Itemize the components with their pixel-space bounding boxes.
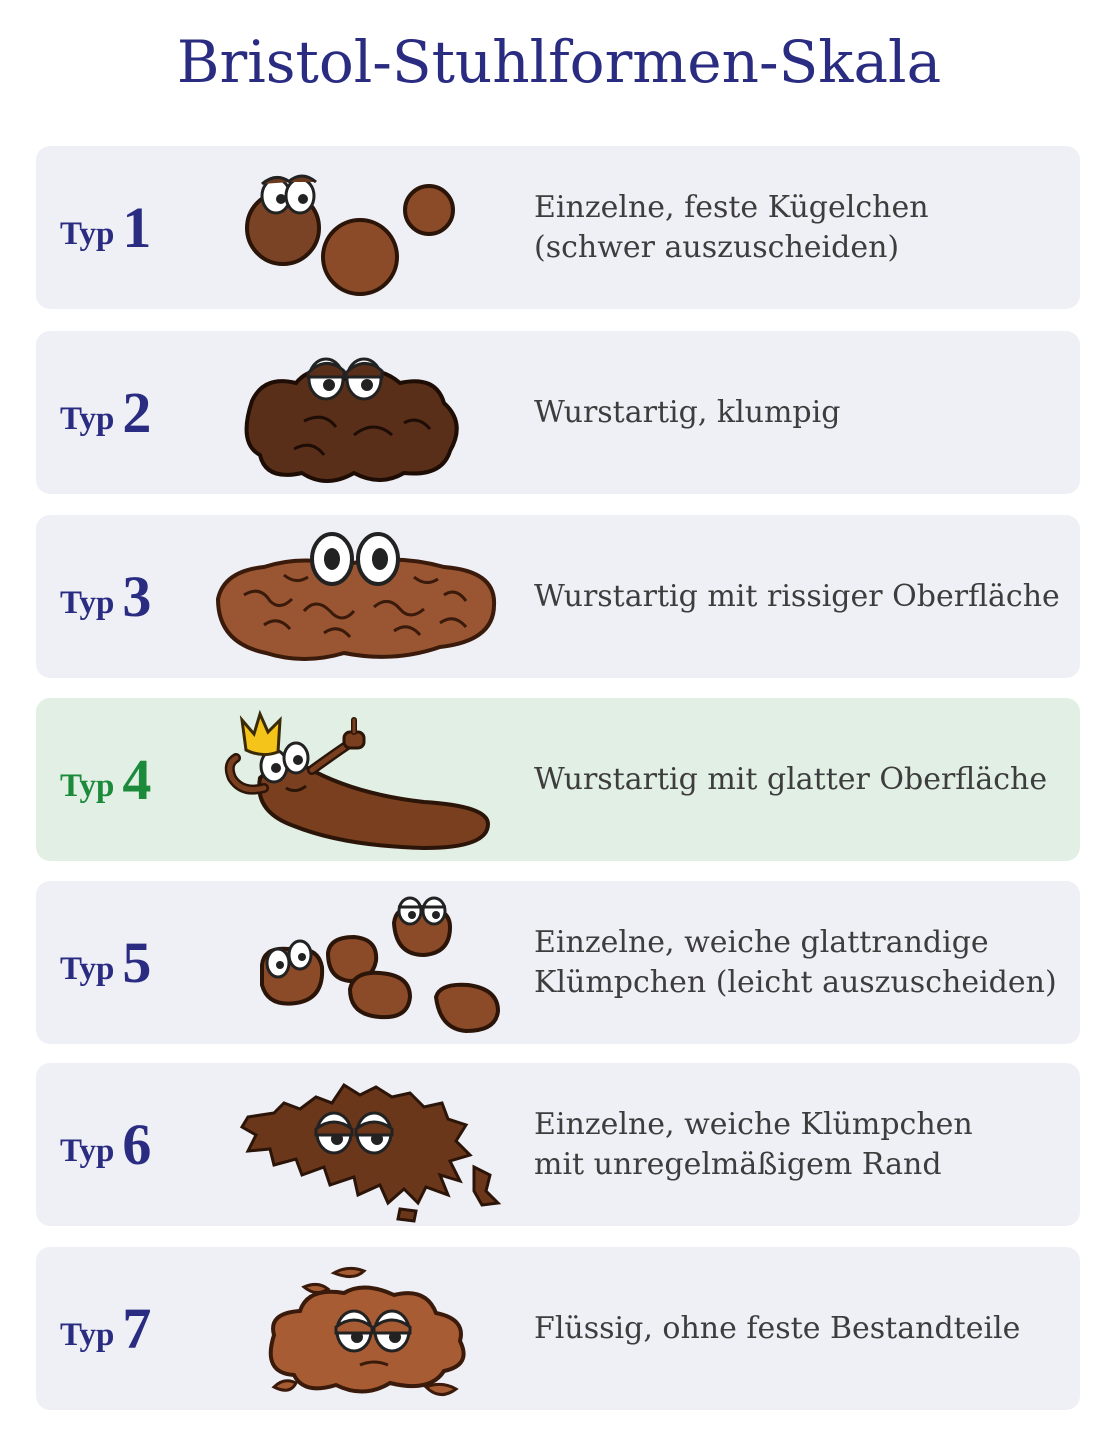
description-line: Klümpchen (leicht auszuscheiden) [534, 964, 1057, 1000]
description-line: Wurstartig mit rissiger Oberfläche [534, 578, 1060, 614]
description-line: Einzelne, weiche glattrandige [534, 924, 989, 960]
type-number: 5 [122, 930, 152, 995]
type-description [534, 331, 1064, 494]
cracked-sausage-illustration [204, 515, 514, 678]
lumpy-sausage-illustration [204, 331, 514, 494]
type-label [60, 1063, 151, 1226]
type-row-4 [36, 698, 1080, 861]
type-label [60, 331, 151, 494]
type-row-1 [36, 146, 1080, 309]
type-word: Typ [60, 951, 115, 987]
type-word: Typ [60, 401, 115, 437]
liquid-puddle-illustration [204, 1247, 514, 1410]
type-word: Typ [60, 585, 115, 621]
type-description [534, 698, 1064, 861]
type-number: 1 [122, 195, 152, 260]
type-word: Typ [60, 216, 115, 252]
type-word: Typ [60, 1133, 115, 1169]
mushy-pieces-illustration [204, 1063, 514, 1226]
description-line: Einzelne, feste Kügelchen [534, 189, 929, 225]
type-number: 3 [122, 564, 152, 629]
description-line: (schwer auszuscheiden) [534, 229, 900, 265]
type-label [60, 698, 151, 861]
type-number: 2 [122, 380, 152, 445]
type-label [60, 515, 151, 678]
type-number: 4 [122, 747, 152, 812]
type-label [60, 146, 151, 309]
type-label [60, 881, 151, 1044]
type-description [534, 515, 1064, 678]
type-description [534, 1247, 1064, 1410]
type-label [60, 1247, 151, 1410]
type-description [534, 881, 1064, 1044]
hard-lumps-illustration [204, 146, 514, 309]
type-word: Typ [60, 768, 115, 804]
type-description [534, 1063, 1064, 1226]
type-number: 6 [122, 1112, 152, 1177]
type-description [534, 146, 1064, 309]
smooth-sausage-crown-illustration [204, 698, 514, 861]
type-row-6 [36, 1063, 1080, 1226]
type-row-2 [36, 331, 1080, 494]
description-line: Wurstartig, klumpig [534, 394, 841, 430]
description-line: Wurstartig mit glatter Oberfläche [534, 761, 1048, 797]
page-title: Bristol-Stuhlformen-Skala [176, 28, 942, 96]
type-row-3 [36, 515, 1080, 678]
type-number: 7 [122, 1296, 152, 1361]
type-row-7 [36, 1247, 1080, 1410]
soft-blobs-illustration [204, 881, 514, 1044]
type-word: Typ [60, 1317, 115, 1353]
description-line: mit unregelmäßigem Rand [534, 1146, 942, 1182]
type-row-5 [36, 881, 1080, 1044]
description-line: Einzelne, weiche Klümpchen [534, 1106, 973, 1142]
description-line: Flüssig, ohne feste Bestandteile [534, 1310, 1021, 1346]
